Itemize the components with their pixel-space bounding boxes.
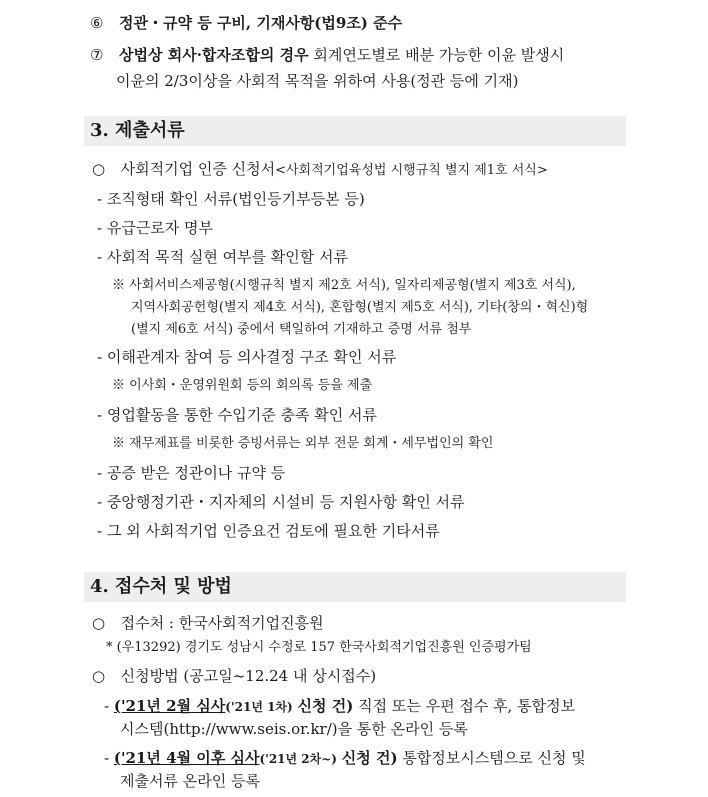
round-2-rest: 통합정보시스템으로 신청 및	[402, 749, 586, 767]
item-7	[90, 44, 564, 66]
doc-item-6: - 공증 받은 정관이나 규약 등	[97, 464, 286, 482]
round-1-line	[104, 695, 575, 718]
item-7-continuation: 이윤의 2/3이상을 사회적 목적을 위하여 사용(정관 등에 기재)	[116, 72, 519, 90]
section-4-title: 4. 접수처 및 방법	[90, 576, 232, 597]
round-1-continuation: 시스템(http://www.seis.or.kr/)을 통한 온라인 등록	[120, 720, 468, 738]
round-2-dash: -	[104, 749, 110, 767]
section-4-header	[84, 572, 626, 602]
circle-bullet: ○	[92, 614, 106, 632]
round-2-round: ('21년 2차~)	[259, 752, 337, 766]
note-1-line-3: (별지 제6호 서식) 중에서 택일하여 기재하고 증명 서류 첨부	[131, 322, 472, 337]
doc-item-5: - 영업활동을 통한 수입기준 충족 확인 서류	[97, 406, 378, 424]
office-address: * (우13292) 경기도 성남시 수정로 157 한국사회적기업진흥원 인증평가팀	[106, 640, 532, 655]
round-1-round: ('21년 1차)	[225, 700, 293, 714]
section-3-header	[84, 116, 626, 146]
office-label: 접수처 : 한국사회적기업진흥원	[120, 614, 324, 632]
circle-bullet: ○	[92, 160, 106, 178]
doc-item-3: - 사회적 목적 실현 여부를 확인할 서류	[97, 248, 349, 266]
note-2: ※ 이사회・운영위원회 등의 회의록 등을 제출	[112, 378, 373, 393]
item-7-rest: 회계연도별로 배분 가능한 이윤 발생시	[313, 46, 565, 64]
cert-form-note: <사회적기업육성법 시행규칙 별지 제1호 서식>	[275, 163, 548, 178]
doc-item-1: - 조직형태 확인 서류(법인등기부등본 등)	[97, 190, 365, 208]
round-2-apply: 신청 건)	[341, 749, 398, 767]
round-1-rest: 직접 또는 우편 접수 후, 통합정보	[358, 697, 576, 715]
round-1-period: ('21년 2월 심사	[113, 697, 226, 715]
note-3: ※ 재무제표를 비롯한 증빙서류는 외부 전문 회계・세무법인의 확인	[112, 436, 494, 451]
method-label: 신청방법 (공고일~12.24 내 상시접수)	[120, 667, 377, 685]
item-6-marker: ⑥	[90, 14, 104, 32]
doc-item-2: - 유급근로자 명부	[97, 219, 214, 237]
office-line	[92, 612, 324, 634]
section-3-title: 3. 제출서류	[90, 120, 185, 141]
note-1-line-2: 지역사회공헌형(별지 제4호 서식), 혼합형(별지 제5호 서식), 기타(창의・혁신)형	[131, 300, 589, 315]
round-2-line	[104, 747, 586, 770]
cert-form-main: 사회적기업 인증 신청서	[120, 160, 276, 178]
round-1-apply: 신청 건)	[297, 697, 354, 715]
method-line	[92, 665, 376, 687]
item-7-marker: ⑦	[90, 46, 104, 64]
doc-item-7: - 중앙행정기관・지자체의 시설비 등 지원사항 확인 서류	[97, 493, 465, 511]
round-1-dash: -	[104, 697, 110, 715]
doc-item-4: - 이해관계자 참여 등 의사결정 구조 확인 서류	[97, 348, 397, 366]
cert-form-line	[92, 158, 548, 182]
note-1-line-1: ※ 사회서비스제공형(시행규칙 별지 제2호 서식), 일자리제공형(별지 제3호 서식),	[112, 278, 576, 293]
circle-bullet: ○	[92, 667, 106, 685]
round-2-continuation: 제출서류 온라인 등록	[120, 772, 260, 790]
item-6-text: 정관・규약 등 구비, 기재사항(법9조) 준수	[119, 14, 403, 32]
item-7-lead: 상법상 회사·합자조합의 경우	[119, 46, 309, 64]
item-6	[90, 12, 402, 34]
doc-item-8: - 그 외 사회적기업 인증요건 검토에 필요한 기타서류	[97, 522, 440, 540]
round-2-period: ('21년 4월 이후 심사	[113, 749, 260, 767]
